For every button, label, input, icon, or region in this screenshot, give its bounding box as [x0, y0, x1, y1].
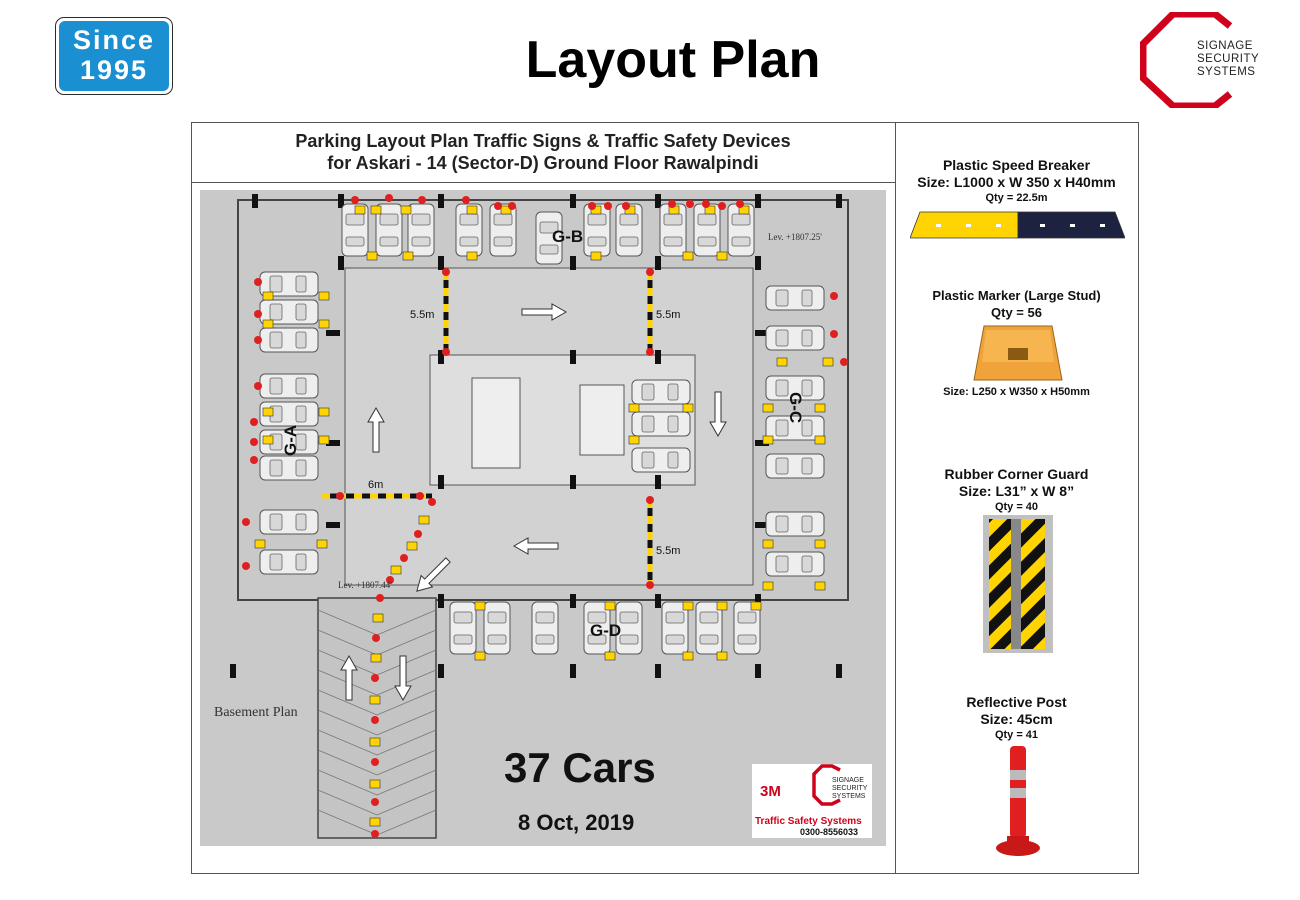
stamp-company: Traffic Safety Systems [755, 816, 862, 827]
zone-label-g-b: G-B [552, 227, 584, 246]
dimension-6m: 6m [368, 479, 384, 491]
stair-box [472, 378, 520, 468]
product-marker-stud-qty: Qty = 56 [991, 305, 1042, 320]
product-corner-guard [896, 466, 1137, 514]
plan-title-line1: Parking Layout Plan Traffic Signs & Traffic Safety Devices [295, 131, 791, 151]
since-line1: Since [72, 25, 156, 55]
product-reflective-post-qty: Qty = 41 [994, 729, 1039, 741]
product-corner-guard-qty: Qty = 40 [994, 501, 1039, 513]
corner-guard-image [983, 515, 1053, 653]
plan-title-line2: for Askari - 14 (Sector-D) Ground Floor Rawalpindi [327, 153, 759, 173]
product-speed-breaker-size: Size: L1000 x W 350 x H40mm [917, 174, 1116, 190]
company-stamp [752, 764, 872, 838]
parking-layout-plan [200, 190, 886, 846]
product-speed-breaker-qty: Qty = 22.5m [985, 192, 1048, 204]
dimension-bottom: 5.5m [656, 545, 681, 557]
reflective-post-image [995, 744, 1041, 858]
product-speed-breaker [896, 157, 1137, 205]
plan-date: 8 Oct, 2019 [518, 810, 635, 835]
brand-line1: SIGNAGE [1197, 40, 1253, 52]
product-reflective-post [896, 694, 1137, 742]
horizontal-divider [191, 182, 895, 183]
basement-label: Basement Plan [214, 705, 298, 720]
product-marker-stud-size-block [896, 385, 1137, 399]
stamp-3m-logo: 3M [760, 783, 781, 800]
stamp-brand3: SYSTEMS [832, 793, 866, 800]
product-marker-stud-name: Plastic Marker (Large Stud) [932, 288, 1101, 303]
dimension-left: 5.5m [410, 309, 435, 321]
car-count: 37 Cars [504, 744, 656, 791]
zone-label-g-a: G-A [281, 424, 300, 456]
plan-title [191, 130, 895, 174]
stamp-phone: 0300-8556033 [800, 827, 859, 837]
lift-box [580, 385, 624, 455]
stamp-brand2: SECURITY [832, 785, 868, 792]
brand-line3: SYSTEMS [1197, 66, 1256, 78]
dimension-right: 5.5m [656, 309, 681, 321]
zone-label-g-d: G-D [590, 621, 622, 640]
page-title: Layout Plan [525, 31, 821, 89]
product-corner-guard-name: Rubber Corner Guard [944, 466, 1089, 482]
brand-text [1197, 40, 1259, 79]
product-corner-guard-size: Size: L31” x W 8” [958, 483, 1075, 499]
marker-stud-image [972, 322, 1064, 384]
product-marker-stud-size: Size: L250 x W350 x H50mm [943, 386, 1090, 398]
zone-label-g-c: G-C [786, 392, 805, 424]
speed-breaker-image [910, 210, 1125, 242]
cars-g-a [260, 272, 318, 574]
product-reflective-post-name: Reflective Post [966, 694, 1067, 710]
stamp-brand1: SIGNAGE [832, 777, 864, 784]
brand-line2: SECURITY [1197, 53, 1260, 65]
product-speed-breaker-name: Plastic Speed Breaker [942, 157, 1091, 173]
product-marker-stud [896, 287, 1137, 321]
level-top-label: Lev. +1807.25' [768, 232, 822, 242]
product-reflective-post-size: Size: 45cm [980, 711, 1053, 727]
since-line2: 1995 [79, 55, 149, 85]
level-bottom-label: Lev. +1807.44' [338, 580, 392, 590]
